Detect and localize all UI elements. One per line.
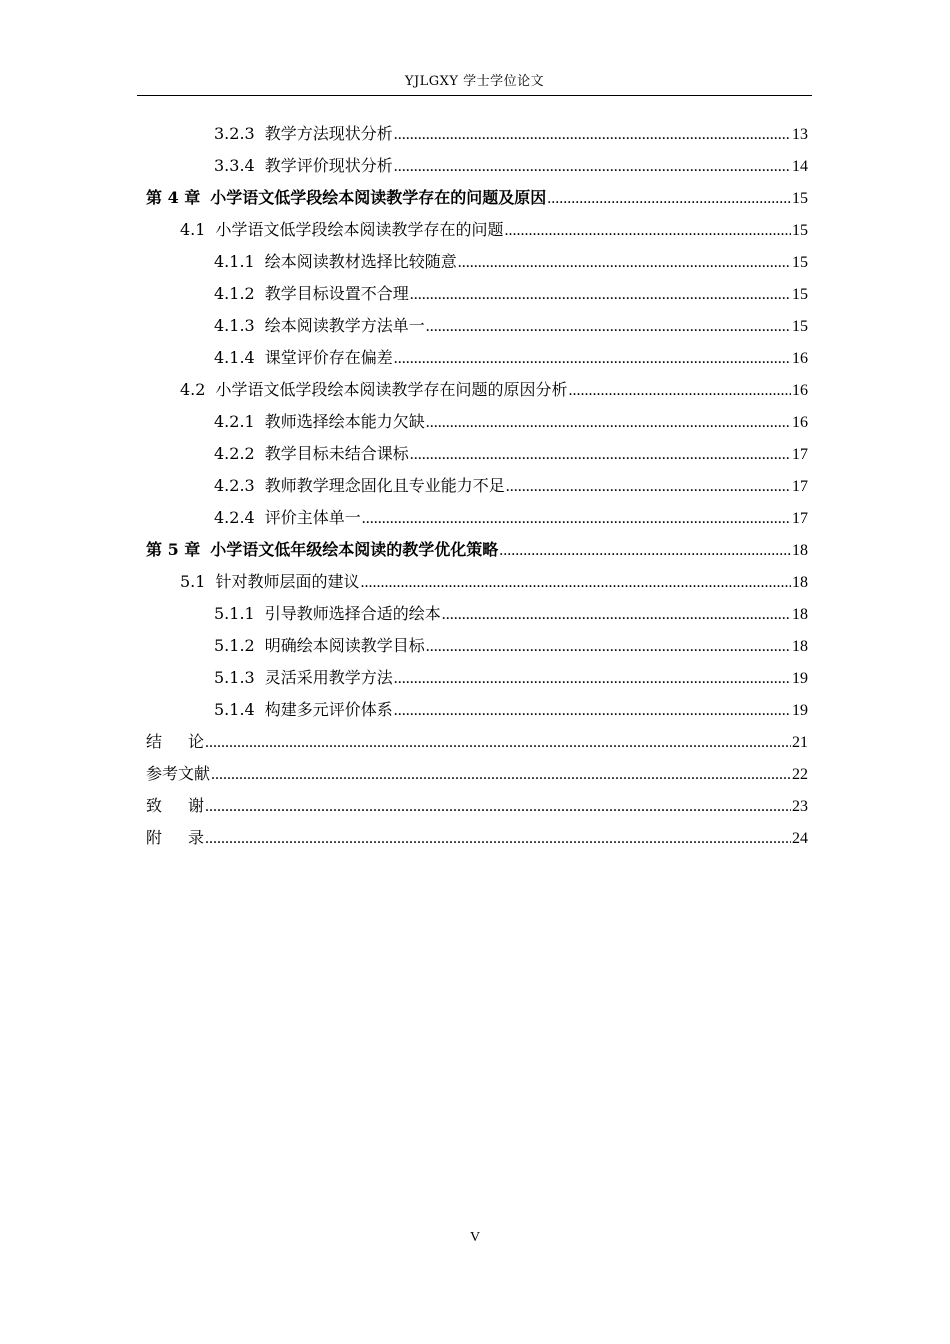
toc-dot-leader <box>394 663 791 695</box>
toc-entry-page: 17 <box>792 510 808 527</box>
toc-dot-leader <box>410 279 791 311</box>
toc-entry[interactable] <box>146 438 808 470</box>
toc-entry[interactable] <box>146 534 808 566</box>
toc-entry-number: 4.2.3 <box>214 476 255 495</box>
toc-entry[interactable] <box>146 758 808 790</box>
toc-entry-title: 结论 <box>146 732 231 751</box>
toc-entry-page: 14 <box>792 158 808 175</box>
toc-entry[interactable] <box>146 790 808 822</box>
toc-entry[interactable] <box>146 694 808 726</box>
toc-entry-page: 15 <box>792 318 808 335</box>
toc-entry-title: 灵活采用教学方法 <box>264 668 393 687</box>
toc-entry-title: 明确绘本阅读教学目标 <box>264 636 425 655</box>
toc-entry[interactable] <box>146 470 808 502</box>
toc-entry-title: 评价主体单一 <box>264 508 361 527</box>
toc-dot-leader <box>394 695 791 727</box>
toc-entry-number: 第 4 章 <box>146 188 201 207</box>
toc-entry[interactable] <box>146 246 808 278</box>
toc-dot-leader <box>394 151 791 183</box>
toc-entry-page: 18 <box>792 542 808 559</box>
toc-dot-leader <box>426 407 791 439</box>
toc-entry-page: 15 <box>792 222 808 239</box>
toc-entry-title: 教学目标未结合课标 <box>264 444 409 463</box>
toc-dot-leader <box>506 471 791 503</box>
header-title: YJLGXY 学士学位论文 <box>404 74 545 89</box>
toc-dot-leader <box>442 599 791 631</box>
toc-entry-page: 22 <box>792 766 808 783</box>
toc-dot-leader <box>499 535 791 567</box>
toc-entry-number: 4.1.1 <box>214 252 255 271</box>
toc-entry-title: 教师教学理念固化且专业能力不足 <box>264 476 505 495</box>
toc-entry-title: 小学语文低学段绘本阅读教学存在的问题及原因 <box>210 188 547 207</box>
toc-entry-title: 小学语文低学段绘本阅读教学存在问题的原因分析 <box>215 380 568 399</box>
toc-entry[interactable] <box>146 630 808 662</box>
page-header <box>137 70 812 96</box>
toc-dot-leader <box>568 375 791 407</box>
toc-entry-page: 24 <box>792 830 808 847</box>
toc-entry[interactable] <box>146 726 808 758</box>
toc-dot-leader <box>426 631 791 663</box>
toc-entry-number: 4.2 <box>180 380 206 399</box>
toc-dot-leader <box>426 311 791 343</box>
toc-entry-number: 3.2.3 <box>214 124 255 143</box>
toc-entry[interactable] <box>146 118 808 150</box>
toc-entry-page: 23 <box>792 798 808 815</box>
toc-entry[interactable] <box>146 566 808 598</box>
toc-entry[interactable] <box>146 406 808 438</box>
toc-dot-leader <box>360 567 791 599</box>
toc-dot-leader <box>205 727 791 759</box>
toc-entry-title: 构建多元评价体系 <box>264 700 393 719</box>
toc-entry-page: 15 <box>792 190 808 207</box>
toc-dot-leader <box>205 791 791 823</box>
toc-entry-page: 15 <box>792 254 808 271</box>
toc-entry-number: 4.1 <box>180 220 206 239</box>
toc-entry-page: 15 <box>792 286 808 303</box>
toc-entry-page: 16 <box>792 414 808 431</box>
toc-entry-number: 4.2.1 <box>214 412 255 431</box>
toc-entry[interactable] <box>146 150 808 182</box>
toc-entry-number: 4.1.4 <box>214 348 255 367</box>
toc-entry-number: 5.1 <box>180 572 206 591</box>
toc-entry-title: 教学目标设置不合理 <box>264 284 409 303</box>
toc-entry-title: 教师选择绘本能力欠缺 <box>264 412 425 431</box>
toc-entry-page: 17 <box>792 478 808 495</box>
page-number: V <box>469 1230 481 1245</box>
toc-entry-title: 教学方法现状分析 <box>264 124 393 143</box>
toc-entry-title: 课堂评价存在偏差 <box>264 348 393 367</box>
toc-entry-number: 5.1.2 <box>214 636 255 655</box>
toc-entry-title: 附录 <box>146 828 231 847</box>
toc-entry[interactable] <box>146 502 808 534</box>
toc-entry-number: 4.1.2 <box>214 284 255 303</box>
toc-entry-title: 引导教师选择合适的绘本 <box>264 604 441 623</box>
toc-entry[interactable] <box>146 662 808 694</box>
toc-entry[interactable] <box>146 822 808 854</box>
table-of-contents <box>146 118 808 854</box>
toc-entry-page: 13 <box>792 126 808 143</box>
toc-entry-number: 3.3.4 <box>214 156 255 175</box>
toc-entry-page: 18 <box>792 638 808 655</box>
toc-entry-number: 5.1.1 <box>214 604 255 623</box>
toc-entry[interactable] <box>146 214 808 246</box>
toc-entry[interactable] <box>146 310 808 342</box>
toc-entry-title: 小学语文低年级绘本阅读的教学优化策略 <box>210 540 499 559</box>
toc-entry[interactable] <box>146 342 808 374</box>
page-footer <box>0 1230 950 1246</box>
toc-entry[interactable] <box>146 598 808 630</box>
toc-entry-number: 第 5 章 <box>146 540 201 559</box>
toc-entry-title: 参考文献 <box>146 764 211 783</box>
toc-entry-page: 19 <box>792 702 808 719</box>
toc-entry-title: 教学评价现状分析 <box>264 156 393 175</box>
toc-dot-leader <box>458 247 791 279</box>
toc-dot-leader <box>205 823 791 855</box>
toc-entry-page: 16 <box>792 350 808 367</box>
toc-entry-page: 18 <box>792 606 808 623</box>
toc-entry-number: 4.2.4 <box>214 508 255 527</box>
toc-entry[interactable] <box>146 182 808 214</box>
toc-entry-page: 17 <box>792 446 808 463</box>
toc-dot-leader <box>547 183 791 215</box>
toc-entry-title: 致谢 <box>146 796 231 815</box>
toc-entry[interactable] <box>146 374 808 406</box>
toc-entry-number: 4.1.3 <box>214 316 255 335</box>
toc-dot-leader <box>394 119 791 151</box>
toc-entry-number: 5.1.3 <box>214 668 255 687</box>
toc-dot-leader <box>211 759 791 791</box>
toc-entry-page: 18 <box>792 574 808 591</box>
toc-dot-leader <box>362 503 791 535</box>
toc-entry-page: 21 <box>792 734 808 751</box>
toc-entry-number: 5.1.4 <box>214 700 255 719</box>
toc-entry-title: 绘本阅读教学方法单一 <box>264 316 425 335</box>
toc-entry-page: 16 <box>792 382 808 399</box>
toc-dot-leader <box>394 343 791 375</box>
toc-entry-page: 19 <box>792 670 808 687</box>
toc-dot-leader <box>410 439 791 471</box>
toc-entry-number: 4.2.2 <box>214 444 255 463</box>
toc-dot-leader <box>504 215 791 247</box>
toc-entry-title: 针对教师层面的建议 <box>215 572 360 591</box>
toc-entry[interactable] <box>146 278 808 310</box>
toc-entry-title: 绘本阅读教材选择比较随意 <box>264 252 457 271</box>
toc-entry-title: 小学语文低学段绘本阅读教学存在的问题 <box>215 220 504 239</box>
